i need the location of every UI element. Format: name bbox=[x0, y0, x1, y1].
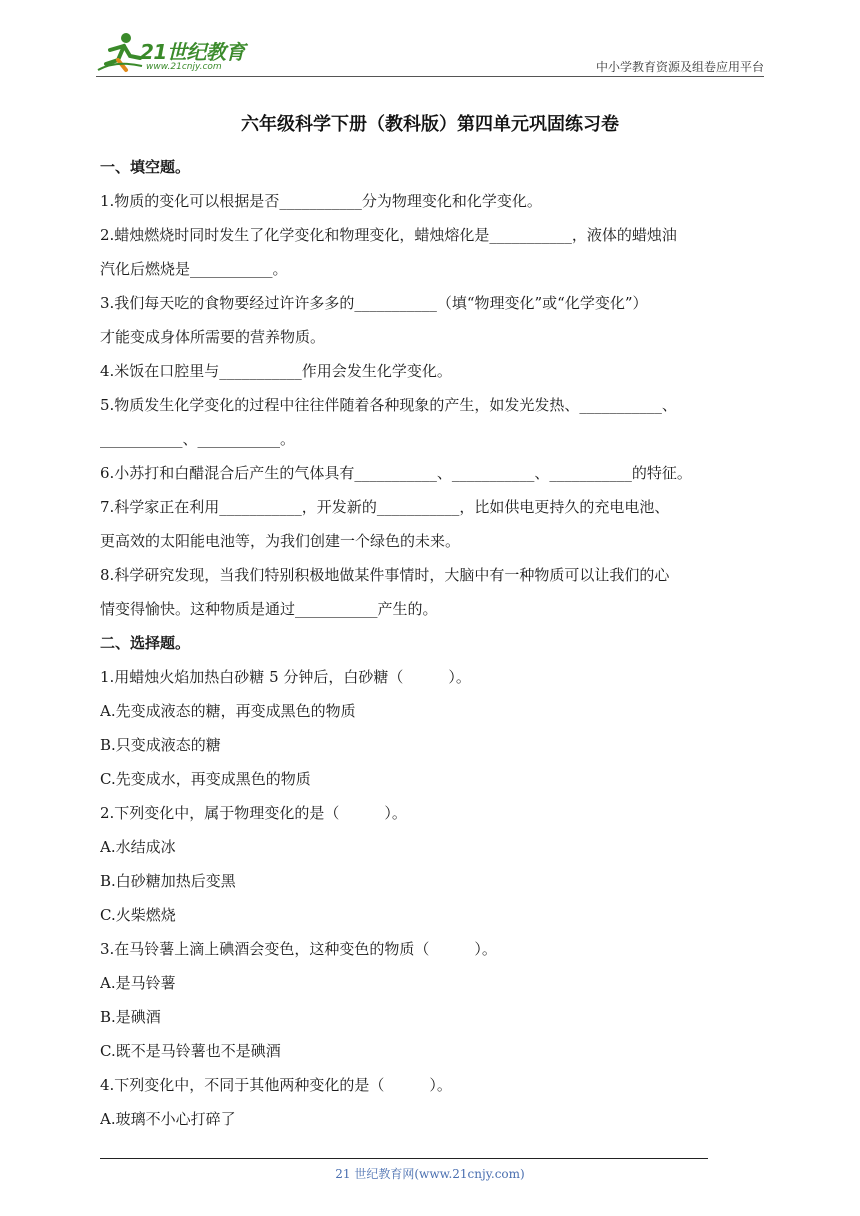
option-line: A.水结成冰 bbox=[100, 838, 176, 856]
question-line: 2.下列变化中，属于物理变化的是（ ）。 bbox=[100, 804, 407, 822]
question-line: 4.下列变化中，不同于其他两种变化的是（ ）。 bbox=[100, 1076, 452, 1094]
logo-brand: 21世纪教育 bbox=[140, 40, 245, 64]
question-line: 1.用蜡烛火焰加热白砂糖 5 分钟后，白砂糖（ ）。 bbox=[100, 668, 471, 686]
option-line: B.只变成液态的糖 bbox=[100, 736, 221, 754]
question-line: 7.科学家正在利用___________，开发新的___________，比如供电更持久的充电电池、 bbox=[100, 498, 670, 516]
platform-name: 中小学教育资源及组卷应用平台 bbox=[595, 60, 764, 74]
question-line: 5.物质发生化学变化的过程中往往伴随着各种现象的产生，如发光发热、___________、 bbox=[100, 396, 677, 414]
question-line: 8.科学研究发现，当我们特别积极地做某件事情时，大脑中有一种物质可以让我们的心 bbox=[100, 566, 670, 584]
runner-logo-icon bbox=[96, 30, 144, 76]
question-line: 2.蜡烛燃烧时同时发生了化学变化和物理变化，蜡烛熔化是___________，液体的蜡烛油 bbox=[100, 226, 677, 244]
question-line: ___________、___________。 bbox=[100, 430, 296, 448]
footer-divider bbox=[100, 1158, 708, 1159]
page-footer: 21 世纪教育网(www.21cnjy.com) bbox=[335, 1167, 525, 1181]
question-line: 6.小苏打和白醋混合后产生的气体具有___________、___________、___________的特征。 bbox=[100, 464, 692, 482]
option-line: B.是碘酒 bbox=[100, 1008, 161, 1026]
section-heading: 二、选择题。 bbox=[100, 634, 191, 652]
question-line: 情变得愉快。这种物质是通过___________产生的。 bbox=[100, 600, 438, 618]
question-line: 3.我们每天吃的食物要经过许许多多的___________（填“物理变化”或“化学变化”） bbox=[100, 294, 648, 312]
question-line: 才能变成身体所需要的营养物质。 bbox=[100, 328, 326, 346]
section-heading: 一、填空题。 bbox=[100, 158, 191, 176]
option-line: B.白砂糖加热后变黑 bbox=[100, 872, 236, 890]
question-line: 1.物质的变化可以根据是否___________分为物理变化和化学变化。 bbox=[100, 192, 542, 210]
page-title: 六年级科学下册（教科版）第四单元巩固练习卷 bbox=[241, 114, 619, 135]
question-line: 更高效的太阳能电池等，为我们创建一个绿色的未来。 bbox=[100, 532, 461, 550]
exam-body bbox=[100, 150, 766, 1136]
page-header bbox=[96, 30, 764, 78]
option-line: C.火柴燃烧 bbox=[100, 906, 176, 924]
option-line: A.玻璃不小心打碎了 bbox=[100, 1110, 236, 1128]
question-line: 汽化后燃烧是___________。 bbox=[100, 260, 288, 278]
option-line: C.既不是马铃薯也不是碘酒 bbox=[100, 1042, 281, 1060]
site-logo bbox=[96, 30, 266, 78]
header-divider bbox=[96, 76, 764, 77]
question-line: 4.米饭在口腔里与___________作用会发生化学变化。 bbox=[100, 362, 452, 380]
question-line: 3.在马铃薯上滴上碘酒会变色，这种变色的物质（ ）。 bbox=[100, 940, 497, 958]
option-line: A.先变成液态的糖，再变成黑色的物质 bbox=[100, 702, 356, 720]
logo-url: www.21cnjy.com bbox=[146, 62, 222, 72]
option-line: A.是马铃薯 bbox=[100, 974, 176, 992]
option-line: C.先变成水，再变成黑色的物质 bbox=[100, 770, 311, 788]
